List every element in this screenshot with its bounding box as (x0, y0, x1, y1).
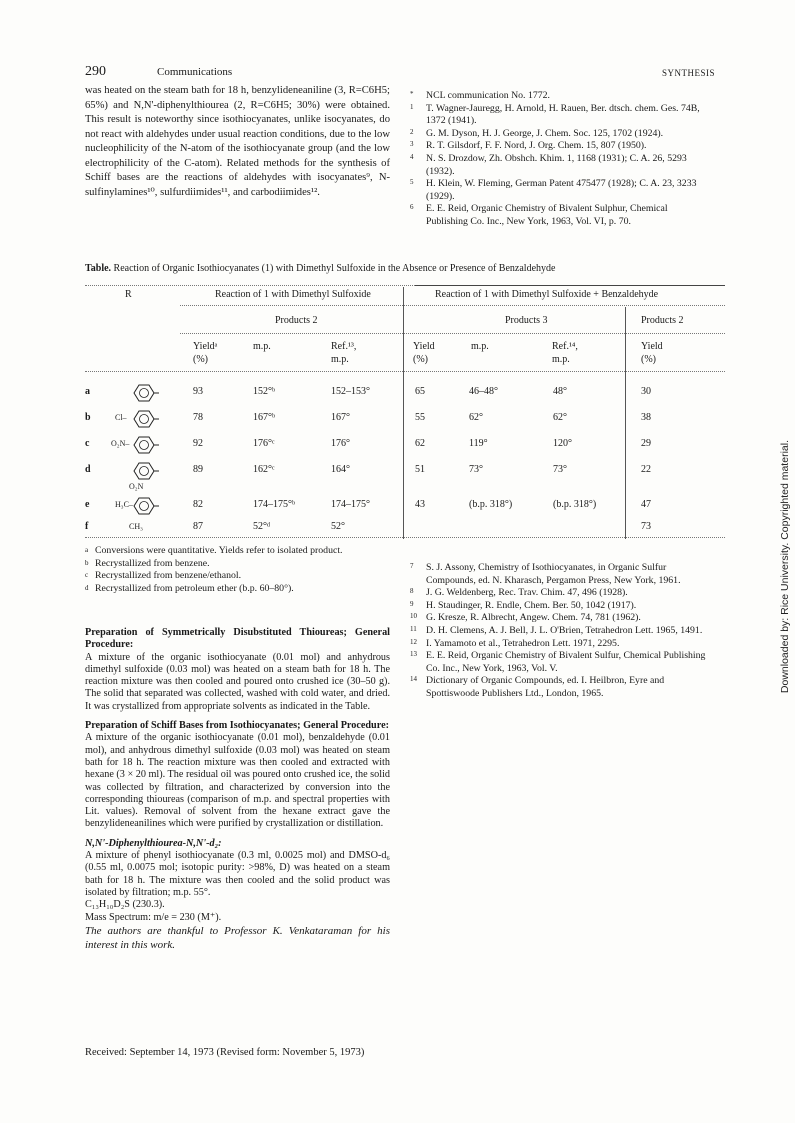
footnote-mark: b (85, 558, 89, 567)
procedure-text: A mixture of the organic isothiocyanate (0.01 mol), benzaldehyde (0.01 mol), and anhydrous dimethyl sulfoxide (0.03 mol) was heated on steam bath for 18 h. The reaction mixture was then cooled and extracted with hexane (3 × 20 ml). The residual oil was poured onto crushed ice, the solid was collected by filtration, and characterized by conversion into the corresponding thioureas (comparison of m.p. and spectral properties with Lit. values). Removal of solvent from the hexane extract gave the benzylideneanilines which were purified by crystallization or distillation. (85, 732, 390, 830)
table-cell-ref1: 152–153° (331, 386, 370, 397)
table-cell-ref1: 176° (331, 438, 350, 449)
procedures (85, 627, 390, 952)
table-cell-y3: 30 (641, 386, 651, 397)
table-cell-ref2: 120° (553, 438, 572, 449)
table-cell-mp1: 176°ᶜ (253, 438, 275, 449)
col-header-ref-a: Ref.¹³, (331, 341, 357, 352)
reference-item (408, 103, 708, 128)
reference-number: 1 (410, 102, 414, 111)
table-cell-y3: 73 (641, 521, 651, 532)
col-header-ref-b: Ref.¹⁴, (552, 341, 578, 352)
procedure-heading: N,N'-Diphenylthiourea-N,N'-d₂: (85, 837, 222, 849)
reference-text: NCL communication No. 1772. (426, 90, 550, 101)
reference-number: * (410, 90, 414, 98)
reference-text: E. E. Reid, Organic Chemistry of Bivalent Sulfur, Chemical Publishing Co. Inc., New York, 1963, Vol. V. (426, 650, 706, 674)
mass-spectrum: Mass Spectrum: m/e = 230 (M⁺). (85, 911, 222, 923)
procedure-text: A mixture of the organic isothiocyanate (0.01 mol) and anhydrous dimethyl sulfoxide (0.03 mol) was heated on a steam bath for 18 h. The reaction mixture was then cooled and poured onto crushed ice (30–50 g). The solid that separated was collected, washed with cold water, and dried. It was crystallized from appropriate solvents as indicated in the Table. (85, 651, 390, 712)
received-date: Received: September 14, 1973 (Revised form: November 5, 1973) (85, 1047, 365, 1058)
table-caption (85, 263, 725, 274)
reference-number: 7 (410, 562, 414, 570)
reference-item (408, 153, 708, 178)
reference-item (408, 562, 708, 587)
footnote-mark: d (85, 583, 89, 592)
table-cell-id: b (85, 412, 91, 423)
substituent-label: O₂N (129, 482, 144, 491)
table-cell-mp2: (b.p. 318°) (469, 499, 513, 510)
download-notice: Downloaded by: Rice University. Copyrighted material. (779, 440, 791, 694)
reference-number: 5 (410, 178, 414, 187)
phenyl-ring-icon (133, 461, 159, 481)
reference-text: J. G. Weldenberg, Rec. Trav. Chim. 47, 496 (1928). (426, 587, 628, 599)
table-cell-id: a (85, 386, 90, 397)
table-cell-ref1: 52° (331, 521, 345, 532)
reference-item (408, 587, 708, 600)
col-group-benzaldehyde: Reaction of 1 with Dimethyl Sulfoxide + Benzaldehyde (435, 289, 659, 300)
references-bottom (408, 562, 708, 701)
table-cell-id: c (85, 438, 90, 449)
paragraph: was heated on the steam bath for 18 h, benzylideneaniline (3, R=C6H5; 65%) and N,N'-diphenylthiourea (2, R=C6H5; 30%) were obtained. This result is noteworthy since isothiocyanates, unlike isocyanates, do not react with aldehydes under usual reaction conditions, due to the low nucleophilicity of the N-atom of the isothiocyanate group (and the low electrophilicity of the C-atom). Related methods for the synthesis of Schiff bases are the reactions of aldehydes with isocyanates⁹, N-sulfinylamines¹⁰, sulfurdiimides¹¹, and carbodiimides¹². (85, 85, 390, 198)
table-cell-y3: 22 (641, 464, 651, 475)
col-header-yield-b: Yield (413, 341, 435, 352)
phenyl-ring-icon (133, 409, 159, 429)
table-footnote (85, 583, 385, 596)
table-cell-y1: 89 (193, 464, 203, 475)
reference-text: Dictionary of Organic Compounds, ed. I. Heilbron, Eyre and Spottiswoode Publishers Ltd., London, 1965. (426, 675, 665, 699)
reference-text: G. Kresze, R. Albrecht, Angew. Chem. 74, 781 (1962). (426, 612, 641, 624)
substituent-label: O₂N– (111, 439, 130, 448)
footnote-mark: c (85, 571, 89, 580)
reference-number: 11 (410, 624, 417, 633)
substituent-label: CH₃ (129, 522, 143, 531)
reference-number: 10 (410, 612, 417, 621)
table-cell-y1: 87 (193, 521, 203, 532)
col-header-yield-a-unit: (%) (193, 354, 208, 365)
reference-item (408, 203, 708, 228)
table-cell-y3: 29 (641, 438, 651, 449)
reference-text: I. Yamamoto et al., Tetrahedron Lett. 1971, 2295. (426, 637, 620, 649)
table-cell-ref1: 174–175° (331, 499, 370, 510)
footnote-text: Recrystallized from petroleum ether (b.p. 60–80°). (95, 582, 294, 594)
table-cell-mp2: 62° (469, 412, 483, 423)
table-cell-y1: 78 (193, 412, 203, 423)
table-cell-ref1: 167° (331, 412, 350, 423)
procedure-heading: Preparation of Schiff Bases from Isothiocyanates; General Procedure: (85, 720, 389, 732)
table-cell-mp1: 152°ᵇ (253, 386, 276, 397)
procedure-heading: Preparation of Symmetrically Disubstituted Thioureas; General Procedure: (85, 627, 390, 651)
reference-item (408, 650, 708, 675)
page-number: 290 (85, 64, 106, 79)
footnote-mark: a (85, 546, 89, 554)
reference-number: 12 (410, 637, 417, 646)
reference-text: H. Staudinger, R. Endle, Chem. Ber. 50, 1042 (1917). (426, 599, 637, 611)
col-header-yield-c-unit: (%) (641, 354, 656, 365)
reference-item (408, 675, 708, 700)
table-cell-y1: 82 (193, 499, 203, 510)
footnote-text: Conversions were quantitative. Yields refer to isolated product. (95, 545, 343, 556)
reference-text: E. E. Reid, Organic Chemistry of Bivalent Sulphur, Chemical Publishing Co. Inc., New York, 1963, Vol. VI, p. 70. (426, 203, 668, 227)
reference-number: 14 (410, 675, 417, 684)
col-header-products2a: Products 2 (275, 315, 318, 326)
data-table (85, 281, 725, 541)
references-top (408, 90, 708, 229)
journal-name: SYNTHESIS (662, 68, 716, 78)
phenyl-ring-icon (133, 435, 159, 455)
table-cell-ref2: 62° (553, 412, 567, 423)
reference-item (408, 140, 708, 153)
caption-text: Reaction of Organic Isothiocyanates (1) with Dimethyl Sulfoxide in the Absence or Presence of Benzaldehyde (113, 263, 556, 274)
reference-item (408, 612, 708, 625)
reference-number: 8 (410, 587, 414, 596)
table-cell-mp1: 167°ᵇ (253, 412, 276, 423)
table-cell-y2: 43 (415, 499, 425, 510)
reference-text: T. Wagner-Jauregg, H. Arnold, H. Rauen, Ber. dtsch. chem. Ges. 74B, 1372 (1941). (426, 102, 700, 127)
reference-number: 3 (410, 140, 414, 149)
col-header-ref-a-unit: m.p. (331, 354, 349, 365)
reference-number: 13 (410, 650, 417, 659)
reference-item (408, 625, 708, 638)
substituent-label: H₃C– (115, 500, 133, 509)
reference-text: N. S. Drozdow, Zh. Obshch. Khim. 1, 1168 (1931); C. A. 26, 5293 (1932). (426, 152, 687, 177)
table-cell-mp2: 73° (469, 464, 483, 475)
phenyl-ring-icon (133, 496, 159, 516)
table-cell-id: f (85, 521, 89, 532)
formula: C₁₃H₁₀D₂S (230.3). (85, 899, 165, 911)
reference-text: R. T. Gilsdorf, F. F. Nord, J. Org. Chem. 15, 807 (1950). (426, 140, 647, 152)
reference-item (408, 90, 708, 103)
table-cell-id: e (85, 499, 90, 510)
section-title: Communications (157, 66, 233, 78)
col-header-yield-b-unit: (%) (413, 354, 428, 365)
reference-item (408, 638, 708, 651)
table-cell-mp1: 174–175°ᵇ (253, 499, 296, 510)
acknowledgement: The authors are thankful to Professor K. Venkataraman for his interest in this work. (85, 924, 390, 951)
reference-item (408, 600, 708, 613)
col-header-r: R (125, 289, 132, 300)
col-header-yield-a: Yieldᵃ (193, 341, 218, 352)
col-header-mp-a: m.p. (253, 341, 271, 352)
reference-item (408, 128, 708, 141)
table-cell-y2: 65 (415, 386, 425, 397)
table-cell-ref2: 48° (553, 386, 567, 397)
table-cell-mp1: 52°ᵈ (253, 521, 271, 532)
reference-text: S. J. Assony, Chemistry of Isothiocyanates, in Organic Sulfur Compounds, ed. N. Kharasch, Pergamon Press, New York, 1961. (426, 562, 681, 586)
table-footnote (85, 570, 385, 583)
caption-label: Table. (85, 263, 112, 274)
table-footnote (85, 558, 385, 571)
table-cell-mp2: 119° (469, 438, 488, 449)
table-cell-y2: 55 (415, 412, 425, 423)
table-cell-y1: 93 (193, 386, 203, 397)
table-cell-ref1: 164° (331, 464, 350, 475)
reference-number: 9 (410, 599, 414, 608)
table-cell-y3: 47 (641, 499, 651, 510)
table-cell-ref2: 73° (553, 464, 567, 475)
table-cell-id: d (85, 464, 91, 475)
table-cell-y1: 92 (193, 438, 203, 449)
reference-number: 2 (410, 127, 414, 136)
reference-text: H. Klein, W. Fleming, German Patent 475477 (1928); C. A. 23, 3233 (1929). (426, 178, 697, 202)
body-text-top (85, 84, 390, 200)
col-header-products3: Products 3 (505, 315, 548, 326)
table-footnote (85, 545, 385, 558)
table-cell-y3: 38 (641, 412, 651, 423)
reference-number: 4 (410, 152, 414, 161)
col-group-dmso: Reaction of 1 with Dimethyl Sulfoxide (215, 289, 371, 300)
phenyl-ring-icon (133, 383, 159, 403)
substituent-label: Cl– (115, 413, 127, 422)
col-header-mp-b: m.p. (471, 341, 489, 352)
table-cell-ref2: (b.p. 318°) (553, 499, 597, 510)
col-header-yield-c: Yield (641, 341, 663, 352)
table-footnotes (85, 545, 385, 595)
table-cell-mp2: 46–48° (469, 386, 498, 397)
reference-text: D. H. Clemens, A. J. Bell, J. L. O'Brien, Tetrahedron Lett. 1965, 1491. (426, 624, 703, 636)
reference-number: 6 (410, 203, 414, 212)
table-cell-y2: 51 (415, 464, 425, 475)
col-header-products2b: Products 2 (641, 315, 684, 326)
col-header-ref-b-unit: m.p. (552, 354, 570, 365)
footnote-text: Recrystallized from benzene/ethanol. (95, 570, 242, 582)
reference-text: G. M. Dyson, H. J. George, J. Chem. Soc. 125, 1702 (1924). (426, 127, 664, 139)
reference-item (408, 178, 708, 203)
table-cell-mp1: 162°ᶜ (253, 464, 275, 475)
footnote-text: Recrystallized from benzene. (95, 557, 210, 569)
table-cell-y2: 62 (415, 438, 425, 449)
procedure-text: A mixture of phenyl isothiocyanate (0.3 ml, 0.0025 mol) and DMSO-d₆ (0.55 ml, 0.0075 mol; isotopic purity: >98%, D) was heated on a steam bath for 18 h. The mixture was then cooled and the solid product was isolated by filtration; m.p. 55°. (85, 850, 390, 898)
